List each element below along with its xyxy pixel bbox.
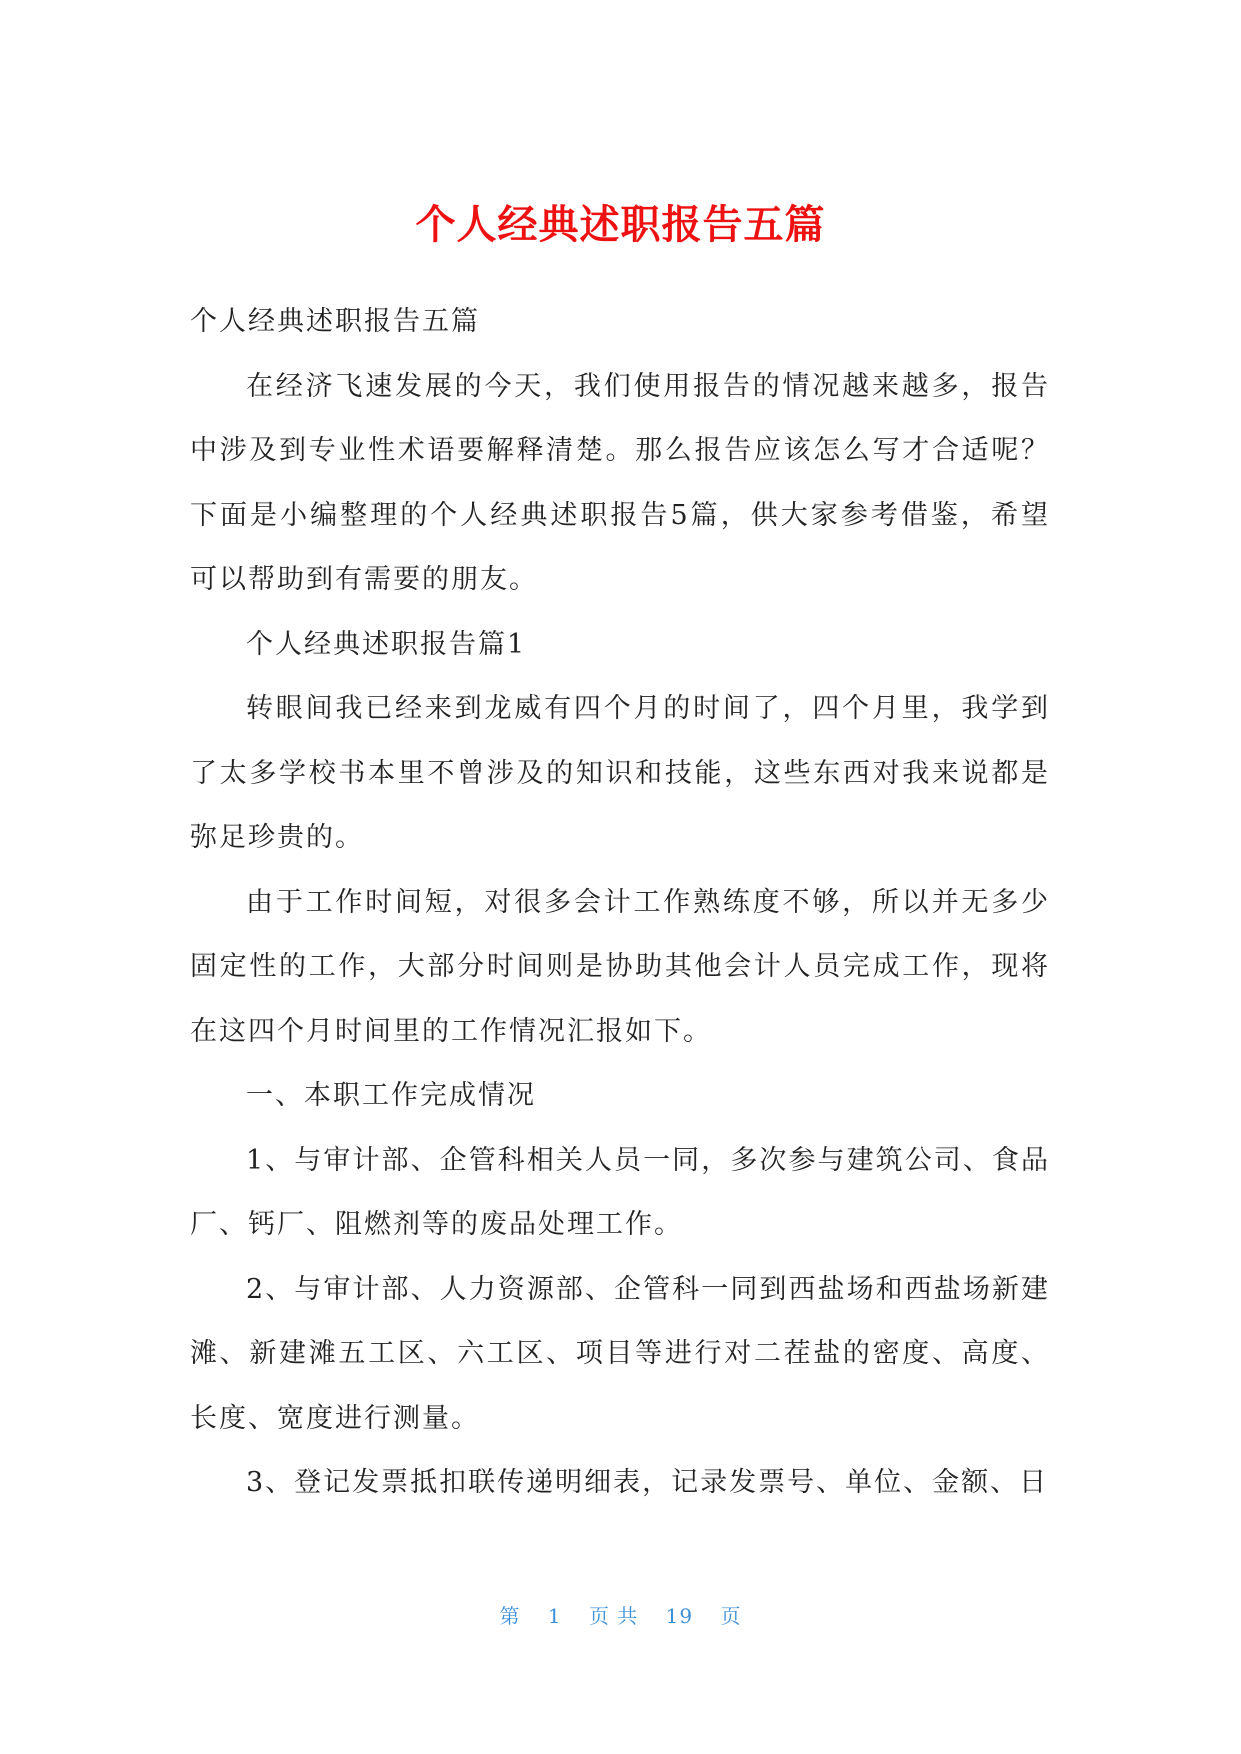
paragraph: 由于工作时间短，对很多会计工作熟练度不够，所以并无多少固定性的工作，大部分时间则是协助其他会计人员完成工作，现将在这四个月时间里的工作情况汇报如下。 — [190, 886, 1050, 1047]
list-item: 3、登记发票抵扣联传递明细表，记录发票号、单位、金额、日 — [246, 1467, 1049, 1498]
list-item: 2、与审计部、人力资源部、企管科一同到西盐场和西盐场新建滩、新建滩五工区、六工区、项目等进行对二茬盐的密度、高度、长度、宽度进行测量。 — [190, 1273, 1050, 1434]
section-heading: 一、本职工作完成情况 — [246, 1080, 536, 1111]
footer-label-page: 第 — [499, 1604, 521, 1628]
document-body — [190, 290, 1050, 1516]
page-footer — [0, 1600, 1241, 1629]
footer-label-pages: 页 — [720, 1604, 742, 1628]
footer-total-pages: 19 — [665, 1604, 694, 1628]
list-item: 1、与审计部、企管科相关人员一同，多次参与建筑公司、食品厂、钙厂、阻燃剂等的废品处理工作。 — [190, 1144, 1050, 1240]
document-title: 个人经典述职报告五篇 — [415, 202, 826, 248]
section-heading: 个人经典述职报告篇1 — [246, 628, 527, 660]
footer-current-page: 1 — [547, 1604, 562, 1628]
paragraph: 转眼间我已经来到龙威有四个月的时间了，四个月里，我学到了太多学校书本里不曾涉及的知识和技能，这些东西对我来说都是弥足珍贵的。 — [190, 693, 1050, 853]
footer-label-of: 页 共 — [588, 1604, 639, 1628]
paragraph: 个人经典述职报告五篇 — [190, 306, 480, 337]
paragraph: 在经济飞速发展的今天，我们使用报告的情况越来越多，报告中涉及到专业性术语要解释清楚。那么报告应该怎么写才合适呢？下面是小编整理的个人经典述职报告5篇，供大家参考借鉴，希望可以帮助到有需要的朋友。 — [190, 370, 1050, 595]
